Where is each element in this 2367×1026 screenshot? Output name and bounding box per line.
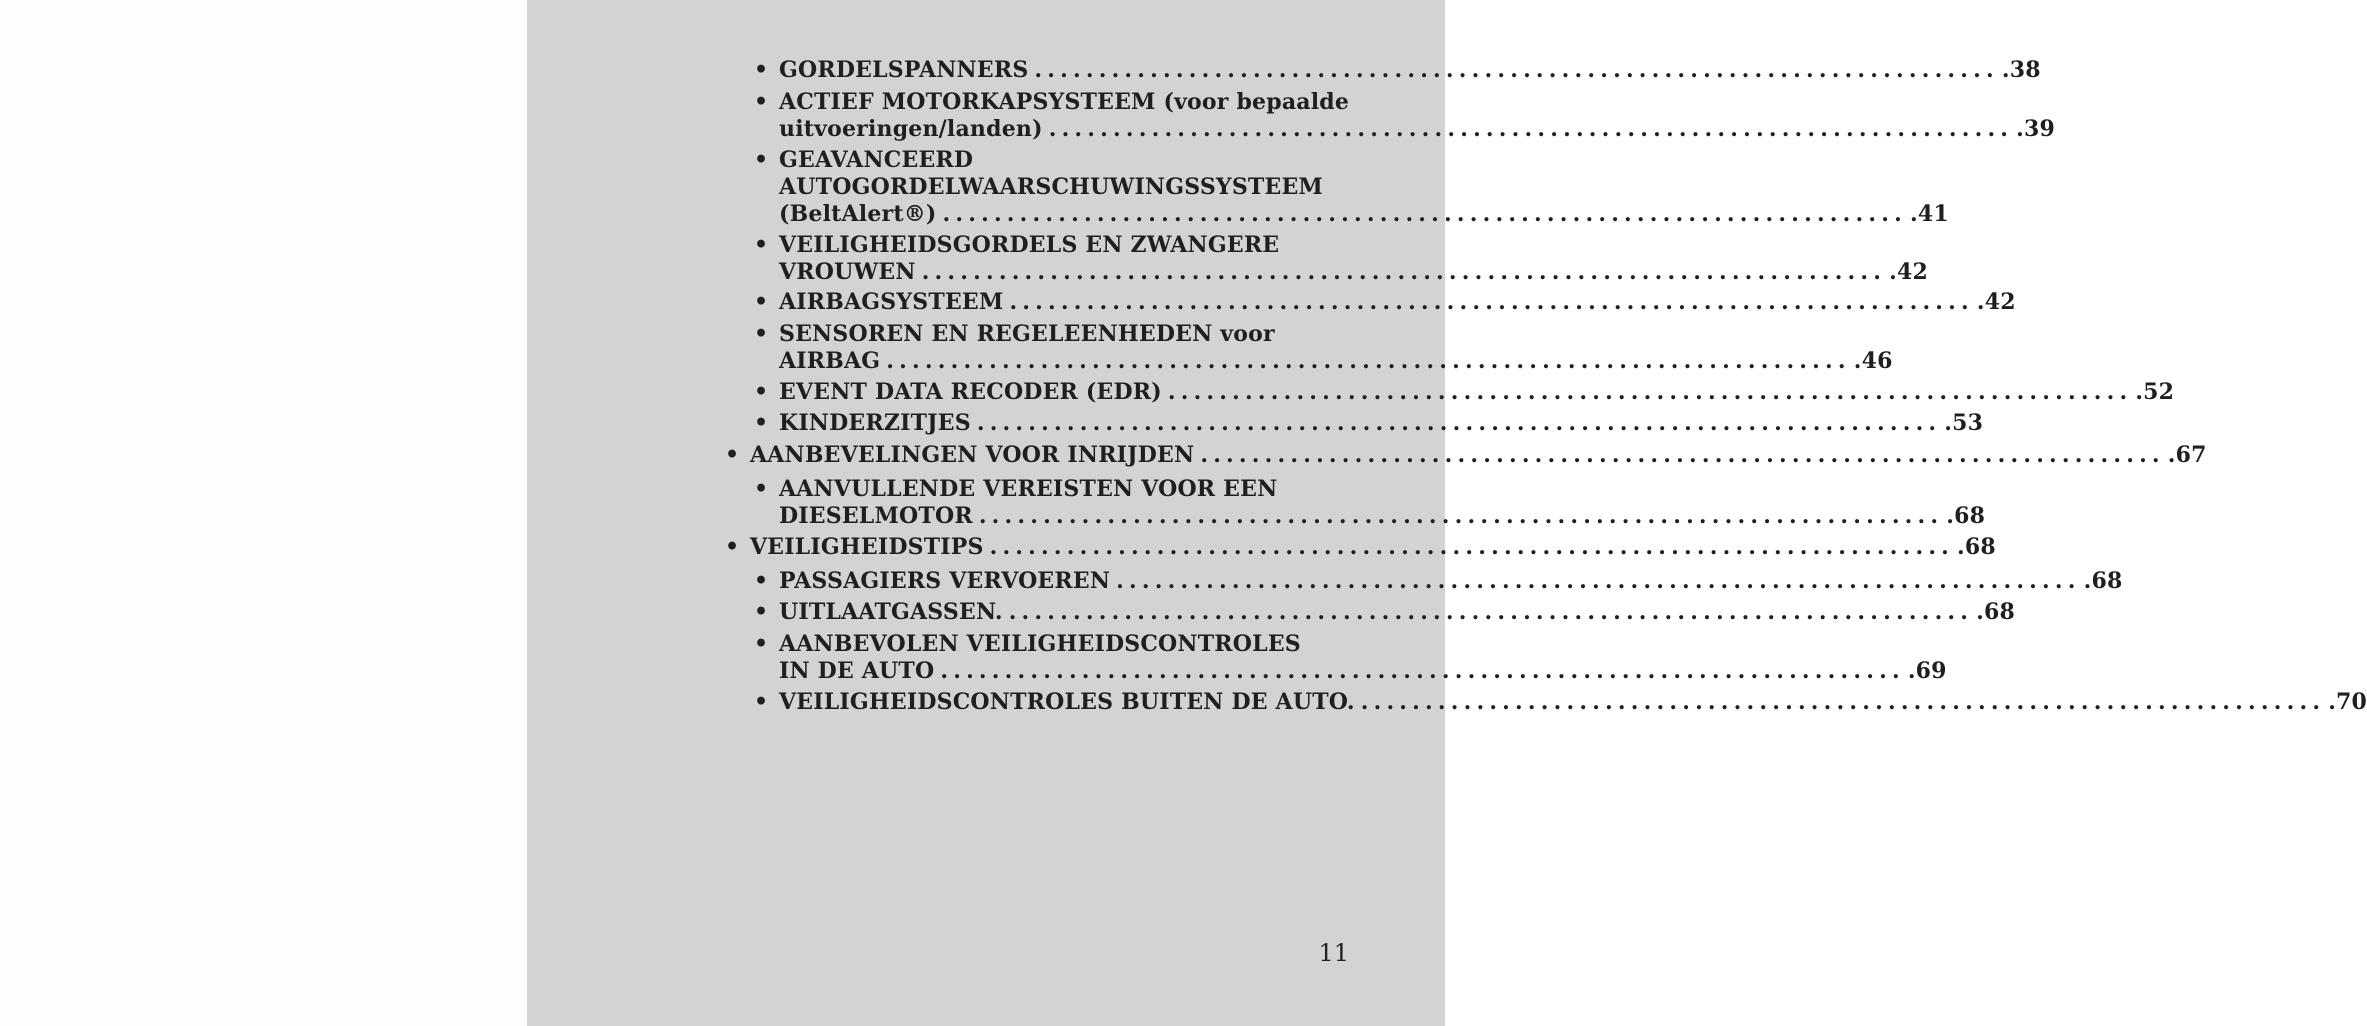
toc-entry-aanbevelingen-inrijden[interactable]: [725, 442, 2207, 469]
entry-page: .67: [2167, 442, 2207, 468]
dot-leader: ...........................................................................: [921, 259, 1887, 285]
entry-title: (BeltAlert®): [779, 201, 937, 227]
entry-title: AANBEVELINGEN VOOR INRIJDEN: [750, 442, 1195, 468]
entry-title: AIRBAG: [779, 348, 881, 374]
toc-page: [527, 0, 2367, 1026]
table-of-contents: [527, 0, 2367, 1026]
entry-title-line: GEAVANCEERD: [779, 147, 974, 173]
bullet: •: [754, 147, 769, 173]
bullet: •: [754, 568, 769, 594]
toc-entry-veiligheidsgordels-zwangere-vrouwen[interactable]: [754, 232, 1929, 286]
entry-page: .42: [1889, 259, 1929, 285]
entry-title: PASSAGIERS VERVOEREN: [779, 568, 1111, 594]
toc-entry-beltalert[interactable]: [754, 147, 1949, 228]
dot-leader: ...........................................................................: [1167, 379, 2133, 405]
bullet: •: [754, 476, 769, 502]
entry-title: VEILIGHEIDSCONTROLES BUITEN DE AUTO.: [779, 689, 1355, 715]
dot-leader: ...........................................................................: [1200, 442, 2165, 468]
bullet: •: [754, 89, 769, 115]
entry-title-line: VEILIGHEIDSGORDELS EN ZWANGERE: [779, 232, 1280, 258]
entry-title-line: AANBEVOLEN VEILIGHEIDSCONTROLES: [779, 631, 1301, 657]
entry-title: EVENT DATA RECODER (EDR): [779, 379, 1162, 405]
dot-leader: ...........................................................................: [1009, 289, 1974, 315]
left-blank-page: [0, 0, 527, 1026]
toc-entry-aanvullende-vereisten-dieselmotor[interactable]: [754, 476, 1986, 530]
toc-entry-veiligheidstips[interactable]: [725, 534, 1996, 561]
bullet: •: [754, 57, 769, 83]
entry-page: .46: [1853, 348, 1893, 374]
entry-page: .52: [2135, 379, 2175, 405]
entry-page: .68: [2083, 568, 2123, 594]
entry-page: .39: [2016, 116, 2056, 142]
bullet: •: [754, 379, 769, 405]
dot-leader: ...........................................................................: [989, 534, 1955, 560]
entry-title: VEILIGHEIDSTIPS: [750, 534, 984, 560]
bullet: •: [754, 599, 769, 625]
toc-entry-aanbevolen-veiligheidscontroles[interactable]: [754, 631, 1947, 685]
entry-page: .68: [1946, 503, 1986, 529]
dot-leader: ...........................................................................: [1034, 57, 1999, 83]
entry-title: uitvoeringen/landen): [779, 116, 1043, 142]
entry-title-line: AANVULLENDE VEREISTEN VOOR EEN: [779, 476, 1278, 502]
bullet: •: [754, 631, 769, 657]
bullet: •: [754, 232, 769, 258]
entry-title: DIESELMOTOR: [779, 503, 973, 529]
entry-page: .68: [1957, 534, 1996, 560]
entry-page: .69: [1907, 658, 1947, 684]
entry-page: .42: [1976, 289, 2016, 315]
entry-page: .53: [1944, 410, 1984, 436]
dot-leader: ...........................................................................: [1048, 116, 2014, 142]
dot-leader: ...........................................................................: [942, 201, 1907, 227]
entry-title: VROUWEN: [779, 259, 916, 285]
dot-leader: ...........................................................................: [1116, 568, 2081, 594]
bullet: •: [754, 689, 769, 715]
entry-title: IN DE AUTO: [779, 658, 935, 684]
entry-title: UITLAATGASSEN.: [779, 599, 1003, 625]
bullet: •: [754, 289, 769, 315]
entry-page: .41: [1909, 201, 1949, 227]
toc-entry-passagiers-vervoeren[interactable]: [754, 568, 2123, 595]
entry-page: .68: [1976, 599, 2016, 625]
entry-title: GORDELSPANNERS: [779, 57, 1029, 83]
toc-entry-event-data-recorder[interactable]: [754, 379, 2175, 406]
bullet: •: [754, 321, 769, 347]
dot-leader: ...........................................................................: [886, 348, 1851, 374]
entry-title-line: AUTOGORDELWAARSCHUWINGSSYSTEEM: [779, 174, 1323, 200]
dot-leader: ...........................................................................: [1360, 689, 2326, 715]
dot-leader: ...........................................................................: [940, 658, 1905, 684]
entry-title: AIRBAGSYSTEEM: [779, 289, 1004, 315]
dot-leader: ...........................................................................: [976, 410, 1942, 436]
entry-title-line: ACTIEF MOTORKAPSYSTEEM (voor bepaalde: [779, 89, 1350, 115]
dot-leader: ...........................................................................: [978, 503, 1944, 529]
entry-title-line: SENSOREN EN REGELEENHEDEN voor: [779, 321, 1275, 347]
entry-page: .70: [2328, 689, 2367, 715]
bullet: •: [725, 534, 740, 560]
toc-entry-sensoren-regeleenheden[interactable]: [754, 321, 1893, 375]
entry-title: KINDERZITJES: [779, 410, 971, 436]
toc-entry-veiligheidscontroles-buiten[interactable]: [754, 689, 2367, 716]
dot-leader: ...........................................................................: [1008, 599, 1974, 625]
page-number: 11: [1318, 939, 1349, 967]
bullet: •: [754, 410, 769, 436]
toc-entry-gordelspanners[interactable]: [754, 57, 2041, 84]
toc-entry-airbagsysteem[interactable]: [754, 289, 2016, 316]
toc-entry-kinderzitjes[interactable]: [754, 410, 1984, 437]
bullet: •: [725, 442, 740, 468]
toc-entry-uitlaatgassen[interactable]: [754, 599, 2016, 626]
entry-page: .38: [2001, 57, 2041, 83]
toc-entry-actief-motorkapsysteem[interactable]: [754, 89, 2056, 143]
